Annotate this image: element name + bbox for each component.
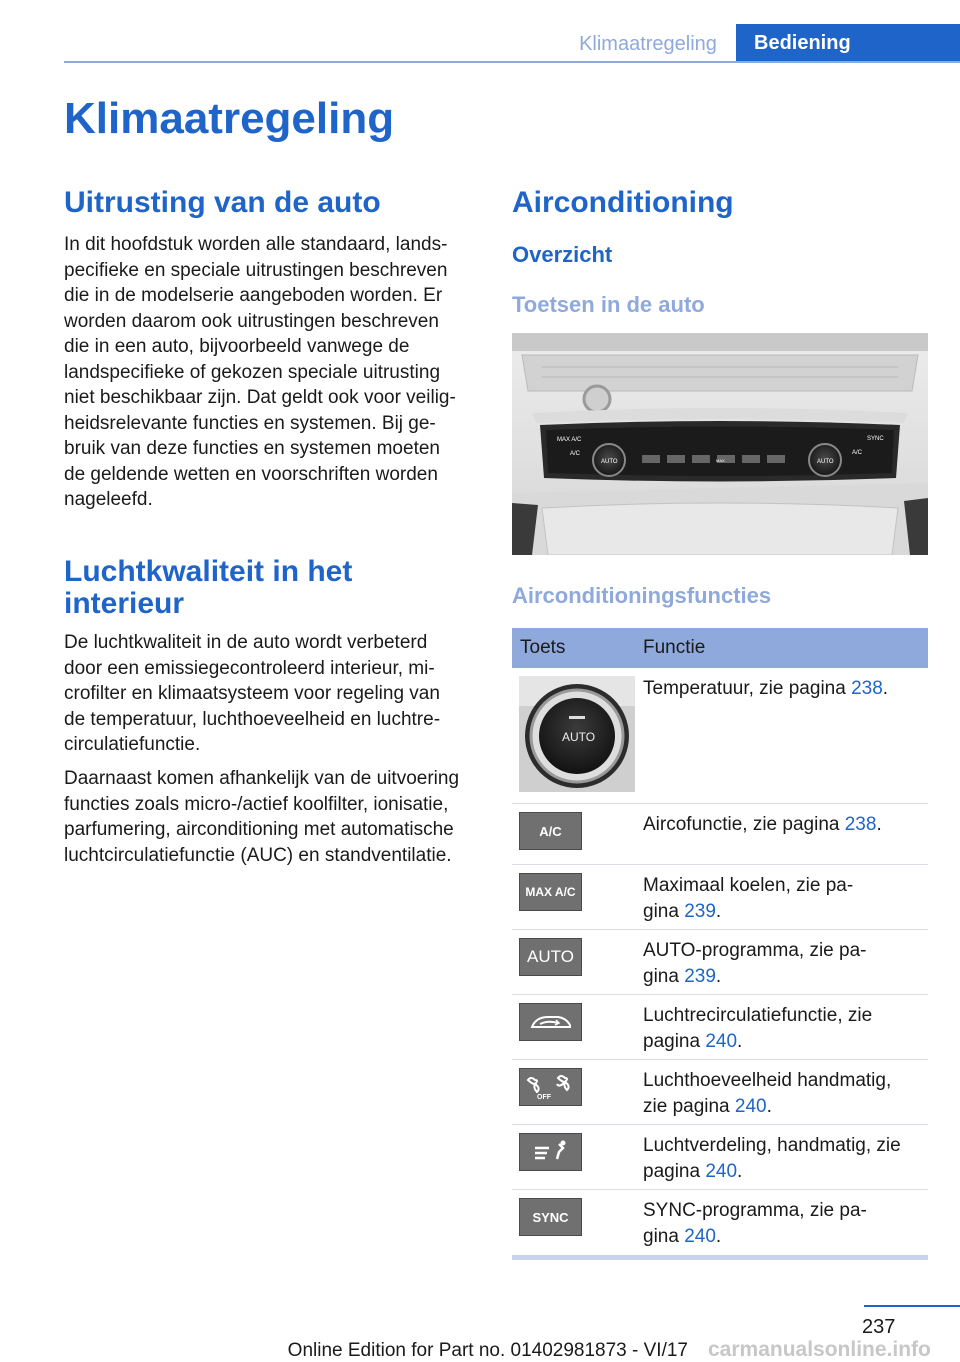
column-header-functie: Functie [643, 637, 706, 658]
function-text: Luchtverdeling, handmatig, zie pagina 240. [643, 1135, 901, 1182]
page-number: 237 [862, 1316, 896, 1338]
paragraph-luchtkwaliteit: De luchtkwaliteit in de auto wordt verbeterd door een emissiegecontroleerd interieur, mi‐ crofilter en klimaatsysteem voor regeling van de temperatuur, luchthoeveelheid en luchtre‐ circulatiefunctie. [64, 632, 441, 755]
photo-label-ac: A/C [570, 451, 581, 457]
table-row [512, 1190, 928, 1255]
photo-label-ac-right: A/C [852, 450, 863, 456]
table-row [512, 1060, 928, 1125]
column-header-toets: Toets [520, 637, 566, 658]
fan-off-label: OFF [536, 1094, 551, 1101]
paragraph-uitrusting: In dit hoofdstuk worden alle standaard, lands‐ pecifieke en speciale uitrustingen beschreven die in de modelserie aangeboden worden. Er worden daarom ook uitrustingen beschreven die in een auto, bijvoorbeeld vanwege de landspecifieke of gekozen speciale uitrusting niet beschikbaar zijn. Dat geldt ook voor veilig‐ heidsrelevante functies en systemen. Bij ge‐ bruik van deze functies en systemen moeten de geldende wetten en voorschriften worden nageleefd. [64, 234, 456, 510]
page-title: Klimaatregeling [64, 94, 395, 143]
paragraph-functies: Daarnaast komen afhankelijk van de uitvoering functies zoals micro-/actief koolfilter, ionisatie, parfumering, airconditioning met automatische luchtcirculatiefunctie (AUC) en standventilatie. [64, 768, 460, 866]
fan-icon [519, 1068, 582, 1106]
heading-toetsen: Toetsen in de auto [512, 292, 705, 317]
table-row [512, 804, 928, 865]
header-rule [64, 61, 960, 63]
function-text: Temperatuur, zie pagina 238. [643, 678, 889, 699]
function-text: Maximaal koelen, zie pa‐ gina 239. [643, 875, 854, 922]
photo-label-max-ac: MAX A/C [557, 437, 582, 443]
header-section-label: Klimaatregeling [579, 33, 717, 55]
recirculation-icon [519, 1003, 582, 1041]
function-text: AUTO-programma, zie pa‐ gina 239. [643, 940, 867, 987]
table-row [512, 668, 928, 804]
table-row [512, 1125, 928, 1190]
heading-overzicht: Overzicht [512, 242, 613, 267]
header-tab-bediening: Bediening [736, 24, 960, 63]
photo-label-auto-left: AUTO [601, 459, 618, 465]
function-text: Aircofunctie, zie pagina 238. [643, 814, 882, 835]
photo-label-sync: SYNC [867, 436, 884, 442]
auto-key-icon: AUTO [519, 938, 582, 976]
table-row [512, 865, 928, 930]
heading-airconditioning: Airconditioning [512, 186, 734, 219]
heading-uitrusting: Uitrusting van de auto [64, 186, 381, 219]
max-ac-key-icon: MAX A/C [519, 873, 582, 911]
watermark: carmanualsonline.info [708, 1338, 931, 1361]
ac-key-icon: A/C [519, 812, 582, 850]
function-text: Luchthoeveelheid handmatig, zie pagina 240. [643, 1070, 892, 1117]
table-row [512, 995, 928, 1060]
table-header [512, 628, 928, 668]
functions-table [512, 628, 928, 1260]
function-text: SYNC-programma, zie pa‐ gina 240. [643, 1200, 867, 1247]
climate-panel-photo [512, 333, 928, 555]
knob-auto-label: AUTO [562, 730, 596, 744]
heading-functies: Airconditioningsfuncties [512, 583, 772, 608]
footer-rule [864, 1305, 960, 1307]
auto-knob-image [512, 668, 643, 803]
photo-label-auto-right: AUTO [817, 459, 834, 465]
edition-info: Online Edition for Part no. 01402981873 - VI/17 [287, 1340, 688, 1361]
function-text: Luchtrecirculatiefunctie, zie pagina 240. [643, 1005, 873, 1052]
photo-label-max: MAX [716, 458, 725, 463]
heading-luchtkwaliteit: Luchtkwaliteit in het interieur [64, 555, 353, 620]
table-row [512, 930, 928, 995]
table-end-rule [512, 1255, 928, 1260]
air-distribution-icon [519, 1133, 582, 1171]
sync-key-icon: SYNC [519, 1198, 582, 1236]
